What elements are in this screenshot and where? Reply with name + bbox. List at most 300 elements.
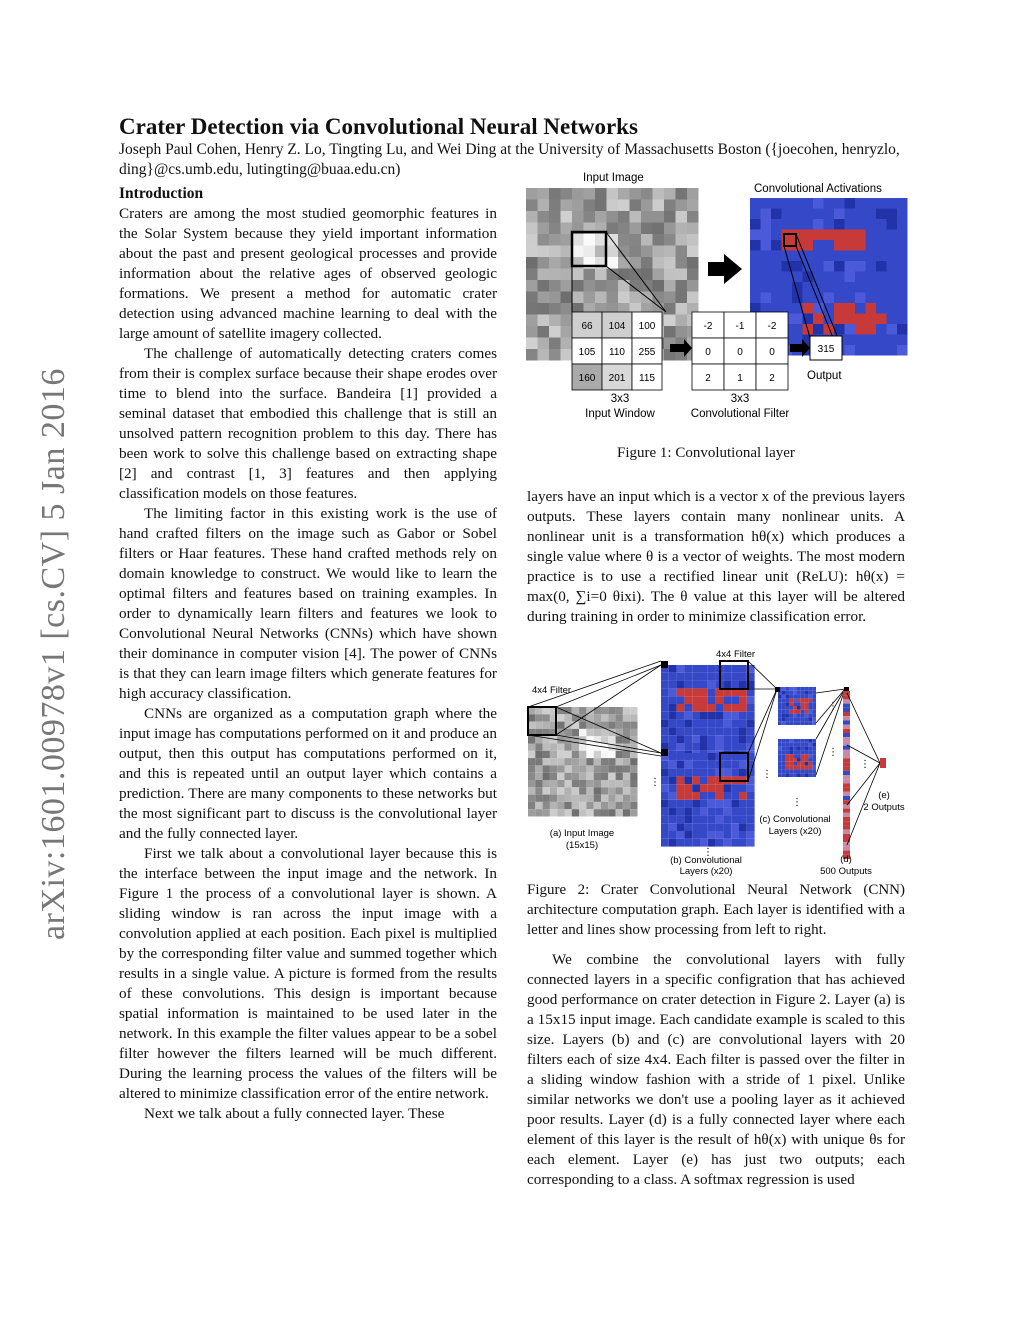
pixel	[803, 198, 814, 209]
pixel	[623, 787, 630, 794]
pixel	[805, 698, 809, 702]
pixel	[793, 773, 797, 777]
pixel	[723, 681, 731, 689]
pixel	[572, 188, 584, 200]
pixel	[664, 326, 676, 338]
pixel	[887, 335, 898, 346]
pixel	[843, 729, 850, 733]
pixel	[572, 773, 579, 780]
pixel	[801, 773, 805, 777]
pixel	[747, 815, 755, 823]
pixel	[845, 303, 856, 314]
pixel	[549, 223, 561, 235]
pixel	[808, 743, 812, 747]
pixel	[778, 762, 782, 766]
pixel	[812, 702, 816, 706]
pixel	[782, 773, 786, 777]
pixel	[897, 198, 908, 209]
pixel	[601, 787, 608, 794]
pixel	[661, 688, 669, 696]
pixel	[797, 695, 801, 699]
pixel	[797, 717, 801, 721]
pixel	[684, 735, 692, 743]
pixel	[723, 761, 731, 769]
pixel	[866, 240, 877, 251]
pixel	[538, 349, 550, 361]
pixel	[731, 800, 739, 808]
pixel	[845, 198, 856, 209]
pixel	[812, 698, 816, 702]
fig1-window-size: 3x3	[610, 393, 630, 405]
pixel	[803, 251, 814, 262]
pixel	[797, 687, 801, 691]
pixel	[535, 780, 542, 787]
pixel	[716, 735, 724, 743]
pixel	[676, 188, 688, 200]
pixel	[731, 727, 739, 735]
pixel	[561, 349, 573, 361]
pixel	[808, 706, 812, 710]
pixel	[761, 282, 772, 293]
pixel	[549, 280, 561, 292]
table-value: 1	[737, 373, 743, 384]
pixel	[845, 251, 856, 262]
pixel	[731, 761, 739, 769]
pixel	[812, 695, 816, 699]
pixel	[789, 743, 793, 747]
pixel	[843, 792, 850, 796]
pixel	[843, 733, 850, 737]
pixel	[664, 234, 676, 246]
fig1-filter-table	[692, 312, 788, 390]
pixel	[586, 765, 593, 772]
pixel	[782, 702, 786, 706]
pixel	[676, 234, 688, 246]
fig1-window-label: Input Window	[585, 408, 655, 420]
pixel	[876, 324, 887, 335]
pixel	[843, 775, 850, 779]
pixel	[855, 261, 866, 272]
pixel	[687, 246, 699, 258]
pixel	[664, 257, 676, 269]
paper-authors: Joseph Paul Cohen, Henry Z. Lo, Tingting Lu, and Wei Ding at the University of Massachusetts Boston ({joecohen, henryzlo, ding}@cs.umb.edu, lutingting@buaa.edu.cn)	[119, 141, 900, 178]
pixel	[789, 714, 793, 718]
pixel	[684, 727, 692, 735]
pixel	[855, 345, 866, 356]
pixel	[528, 765, 535, 772]
pixel	[843, 750, 850, 754]
pixel	[526, 234, 538, 246]
pixel	[549, 200, 561, 212]
pixel	[692, 712, 700, 720]
pixel	[565, 751, 572, 758]
pixel	[834, 272, 845, 283]
pixel	[549, 269, 561, 281]
pixel	[739, 727, 747, 735]
pixel	[805, 754, 809, 758]
pixel	[572, 269, 584, 281]
table-value: 0	[705, 347, 711, 358]
pixel	[801, 766, 805, 770]
fig1-output-label: Output	[807, 370, 842, 382]
pixel	[594, 707, 601, 714]
pixel	[601, 758, 608, 765]
pixel	[669, 673, 677, 681]
pixel	[876, 240, 887, 251]
pixel	[731, 784, 739, 792]
pixel	[887, 282, 898, 293]
pixel	[897, 324, 908, 335]
pixel	[808, 769, 812, 773]
pixel	[687, 211, 699, 223]
pixel	[535, 795, 542, 802]
pixel	[789, 773, 793, 777]
pixel	[692, 800, 700, 808]
pixel	[792, 261, 803, 272]
pixel	[700, 784, 708, 792]
pixel	[708, 688, 716, 696]
pixel	[778, 706, 782, 710]
pixel	[778, 758, 782, 762]
pixel	[789, 747, 793, 751]
pixel	[808, 762, 812, 766]
pixel	[664, 280, 676, 292]
pixel	[778, 714, 782, 718]
pixel	[731, 769, 739, 777]
pixel	[557, 795, 564, 802]
pixel	[723, 753, 731, 761]
pixel	[808, 695, 812, 699]
pixel	[687, 257, 699, 269]
pixel	[716, 743, 724, 751]
pixel	[692, 784, 700, 792]
pixel	[782, 282, 793, 293]
pixel	[579, 744, 586, 751]
pixel	[601, 780, 608, 787]
pixel	[677, 784, 685, 792]
pixel	[607, 292, 619, 304]
pixel	[797, 743, 801, 747]
fig1-input-image-label: Input Image	[583, 172, 644, 184]
pixel	[550, 802, 557, 809]
pixel	[845, 209, 856, 220]
pixel	[747, 800, 755, 808]
pixel	[716, 823, 724, 831]
pixel	[677, 831, 685, 839]
pixel	[661, 784, 669, 792]
pixel	[855, 209, 866, 220]
pixel	[586, 795, 593, 802]
pixel	[723, 769, 731, 777]
pixel	[716, 831, 724, 839]
pixel	[616, 722, 623, 729]
pixel	[700, 720, 708, 728]
pixel	[808, 721, 812, 725]
pixel	[572, 751, 579, 758]
pixel	[716, 784, 724, 792]
pixel	[723, 784, 731, 792]
pixel	[812, 687, 816, 691]
pixel	[572, 200, 584, 212]
pixel	[677, 743, 685, 751]
pixel	[876, 293, 887, 304]
pixel	[630, 802, 637, 809]
pixel	[623, 751, 630, 758]
pixel	[731, 704, 739, 712]
pixel	[805, 773, 809, 777]
pixel	[801, 691, 805, 695]
pixel	[601, 722, 608, 729]
pixel	[677, 800, 685, 808]
pixel	[793, 687, 797, 691]
pixel	[630, 795, 637, 802]
pixel	[786, 706, 790, 710]
pixel	[797, 710, 801, 714]
pixel	[664, 188, 676, 200]
pixel	[843, 809, 850, 813]
pixel	[723, 831, 731, 839]
pixel	[549, 326, 561, 338]
pixel	[535, 765, 542, 772]
pixel	[805, 687, 809, 691]
pixel	[843, 813, 850, 817]
pixel	[789, 702, 793, 706]
pixel	[845, 335, 856, 346]
pixel	[538, 292, 550, 304]
pixel	[792, 324, 803, 335]
pixel	[750, 251, 761, 262]
paper-title: Crater Detection via Convolutional Neural Networks	[119, 114, 638, 139]
pixel	[538, 188, 550, 200]
pixel	[708, 815, 716, 823]
pixel	[797, 706, 801, 710]
pixel	[607, 211, 619, 223]
pixel	[708, 761, 716, 769]
table-value: 201	[608, 373, 626, 384]
pixel	[761, 261, 772, 272]
pixel	[793, 754, 797, 758]
pixel	[687, 188, 699, 200]
pixel	[801, 717, 805, 721]
pixel	[561, 269, 573, 281]
pixel	[641, 223, 653, 235]
pixel	[528, 773, 535, 780]
pixel	[813, 230, 824, 241]
pixel	[897, 314, 908, 325]
pixel	[805, 710, 809, 714]
pixel	[543, 714, 550, 721]
pixel	[692, 823, 700, 831]
pixel	[897, 251, 908, 262]
pixel	[739, 712, 747, 720]
pixel	[782, 717, 786, 721]
pixel	[579, 758, 586, 765]
pixel	[843, 767, 850, 771]
pixel	[824, 293, 835, 304]
pixel	[535, 773, 542, 780]
fig1-input-window-table	[572, 312, 662, 390]
pixel	[692, 704, 700, 712]
pixel	[595, 269, 607, 281]
pixel	[797, 766, 801, 770]
pixel	[723, 735, 731, 743]
pixel	[669, 753, 677, 761]
pixel	[594, 758, 601, 765]
table-value: 115	[639, 373, 655, 384]
pixel	[687, 223, 699, 235]
pixel	[731, 735, 739, 743]
pixel	[805, 739, 809, 743]
pixel	[793, 698, 797, 702]
pixel	[887, 209, 898, 220]
pixel	[845, 314, 856, 325]
pixel	[535, 722, 542, 729]
pixel	[866, 314, 877, 325]
pixel	[561, 257, 573, 269]
pixel	[708, 673, 716, 681]
pixel	[550, 773, 557, 780]
pixel	[557, 758, 564, 765]
pixel	[526, 338, 538, 350]
pixel	[824, 303, 835, 314]
pixel	[526, 188, 538, 200]
pixel	[653, 246, 665, 258]
pixel	[572, 765, 579, 772]
pixel	[584, 292, 596, 304]
pixel	[782, 698, 786, 702]
pixel	[803, 293, 814, 304]
pixel	[618, 188, 630, 200]
pixel	[543, 795, 550, 802]
pixel	[676, 326, 688, 338]
pixel	[782, 762, 786, 766]
pixel	[792, 282, 803, 293]
pixel	[723, 720, 731, 728]
pixel	[653, 223, 665, 235]
pixel	[677, 673, 685, 681]
pixel	[700, 753, 708, 761]
pixel	[834, 251, 845, 262]
pixel	[843, 741, 850, 745]
pixel	[618, 211, 630, 223]
pixel	[543, 780, 550, 787]
pixel	[586, 773, 593, 780]
pixel	[526, 246, 538, 258]
pixel	[747, 839, 755, 847]
pixel	[535, 744, 542, 751]
pixel	[608, 795, 615, 802]
pixel	[793, 758, 797, 762]
pixel	[676, 211, 688, 223]
pixel	[692, 792, 700, 800]
pixel	[653, 280, 665, 292]
pixel	[789, 706, 793, 710]
pixel	[876, 303, 887, 314]
pixel	[824, 324, 835, 335]
pixel	[550, 765, 557, 772]
pixel	[824, 209, 835, 220]
pixel	[843, 754, 850, 758]
pixel	[805, 691, 809, 695]
table-value: 160	[578, 373, 596, 384]
pixel	[887, 272, 898, 283]
pixel	[608, 780, 615, 787]
svg-text:⋮: ⋮	[828, 747, 838, 758]
pixel	[549, 315, 561, 327]
pixel	[805, 714, 809, 718]
pixel	[684, 769, 692, 777]
pixel	[824, 240, 835, 251]
pixel	[664, 223, 676, 235]
pixel	[535, 714, 542, 721]
pixel	[528, 744, 535, 751]
pixel	[843, 779, 850, 783]
pixel	[813, 219, 824, 230]
right-column-combine	[527, 950, 905, 1190]
pixel	[565, 802, 572, 809]
pixel	[866, 251, 877, 262]
paragraph: Craters are among the most studied geomorphic features in the Solar System because they yield important information about the past and present geological processes and provide information about the relative ages of observed geologic formations. We present a method for automatic crater detection using advanced machine learning to deal with the large amount of satellite imagery collected.	[119, 205, 497, 342]
pixel	[813, 198, 824, 209]
pixel	[630, 211, 642, 223]
pixel	[641, 257, 653, 269]
pixel	[572, 780, 579, 787]
svg-text:⋮: ⋮	[703, 847, 713, 858]
pixel	[782, 219, 793, 230]
pixel	[876, 314, 887, 325]
pixel	[750, 198, 761, 209]
pixel	[708, 696, 716, 704]
pixel	[739, 673, 747, 681]
pixel	[561, 303, 573, 315]
pixel	[739, 784, 747, 792]
pixel	[618, 292, 630, 304]
pixel	[594, 787, 601, 794]
pixel	[866, 209, 877, 220]
pixel	[782, 198, 793, 209]
pixel	[771, 261, 782, 272]
pixel	[623, 714, 630, 721]
pixel	[535, 751, 542, 758]
pixel	[808, 739, 812, 743]
pixel	[669, 839, 677, 847]
pixel	[676, 280, 688, 292]
pixel	[801, 739, 805, 743]
pixel	[786, 698, 790, 702]
pixel	[623, 722, 630, 729]
pixel	[845, 272, 856, 283]
pixel	[687, 200, 699, 212]
pixel	[778, 750, 782, 754]
pixel	[623, 736, 630, 743]
pixel	[677, 665, 685, 673]
pixel	[653, 257, 665, 269]
pixel	[669, 704, 677, 712]
fig2-conv-c-map-1	[778, 687, 816, 725]
pixel	[618, 269, 630, 281]
pixel	[739, 665, 747, 673]
pixel	[528, 780, 535, 787]
pixel	[708, 727, 716, 735]
pixel	[623, 809, 630, 816]
pixel	[797, 762, 801, 766]
pixel	[661, 831, 669, 839]
pixel	[607, 188, 619, 200]
pixel	[876, 282, 887, 293]
pixel	[866, 335, 877, 346]
svg-text:⋮: ⋮	[650, 777, 660, 788]
pixel	[595, 292, 607, 304]
